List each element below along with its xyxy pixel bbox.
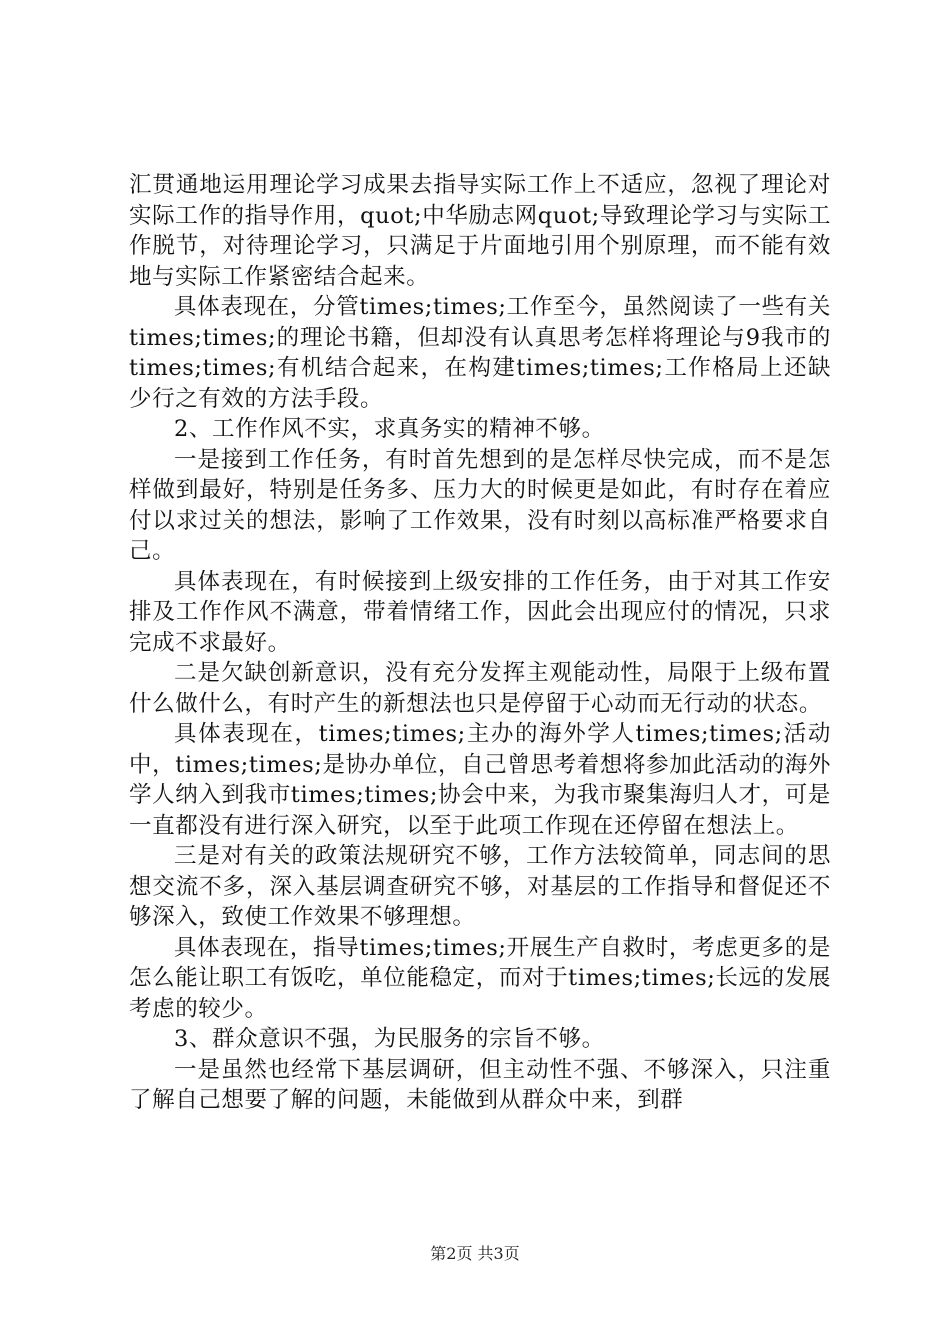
section-heading-2: 2、工作作风不实，求真务实的精神不够。	[174, 416, 605, 442]
paragraph-2: 具体表现在，分管times;times;工作至今，虽然阅读了一些有关times;times;的理论书籍，但却没有认真思考怎样将理论与9我市的times;times;有机结合起来，在构建times;times;工作格局上还缺少行之有效的方法手段。	[129, 294, 831, 412]
page-footer: 第2页 共3页	[430, 1244, 520, 1263]
document-body	[129, 170, 831, 1116]
paragraph-6: 二是欠缺创新意识，没有充分发挥主观能动性，局限于上级布置什么做什么，有时产生的新想法也只是停留于心动而无行动的状态。	[129, 660, 831, 717]
paragraph-9: 具体表现在，指导times;times;开展生产自救时，考虑更多的是怎么能让职工有饭吃，单位能稳定，而对于times;times;长远的发展考虑的较少。	[129, 934, 831, 1022]
section-heading-3: 3、群众意识不强，为民服务的宗旨不够。	[174, 1026, 605, 1052]
paragraph-11: 一是虽然也经常下基层调研，但主动性不强、不够深入，只注重了解自己想要了解的问题，未能做到从群众中来，到群	[129, 1056, 831, 1113]
paragraph-5: 具体表现在，有时候接到上级安排的工作任务，由于对其工作安排及工作作风不满意，带着情绪工作，因此会出现应付的情况，只求完成不求最好。	[129, 568, 831, 656]
paragraph-1: 汇贯通地运用理论学习成果去指导实际工作上不适应，忽视了理论对实际工作的指导作用，quot;中华励志网quot;导致理论学习与实际工作脱节，对待理论学习，只满足于片面地引用个别原理，而不能有效地与实际工作紧密结合起来。	[129, 172, 831, 290]
paragraph-4: 一是接到工作任务，有时首先想到的是怎样尽快完成，而不是怎样做到最好，特别是任务多、压力大的时候更是如此，有时存在着应付以求过关的想法，影响了工作效果，没有时刻以高标准严格要求自己。	[129, 446, 831, 564]
paragraph-7: 具体表现在，times;times;主办的海外学人times;times;活动中，times;times;是协办单位，自己曾思考着想将参加此活动的海外学人纳入到我市times;times;协会中来，为我市聚集海归人才，可是一直都没有进行深入研究，以至于此项工作现在还停留在想法上。	[129, 721, 831, 839]
paragraph-8: 三是对有关的政策法规研究不够，工作方法较简单，同志间的思想交流不多，深入基层调查研究不够，对基层的工作指导和督促还不够深入，致使工作效果不够理想。	[129, 843, 831, 930]
